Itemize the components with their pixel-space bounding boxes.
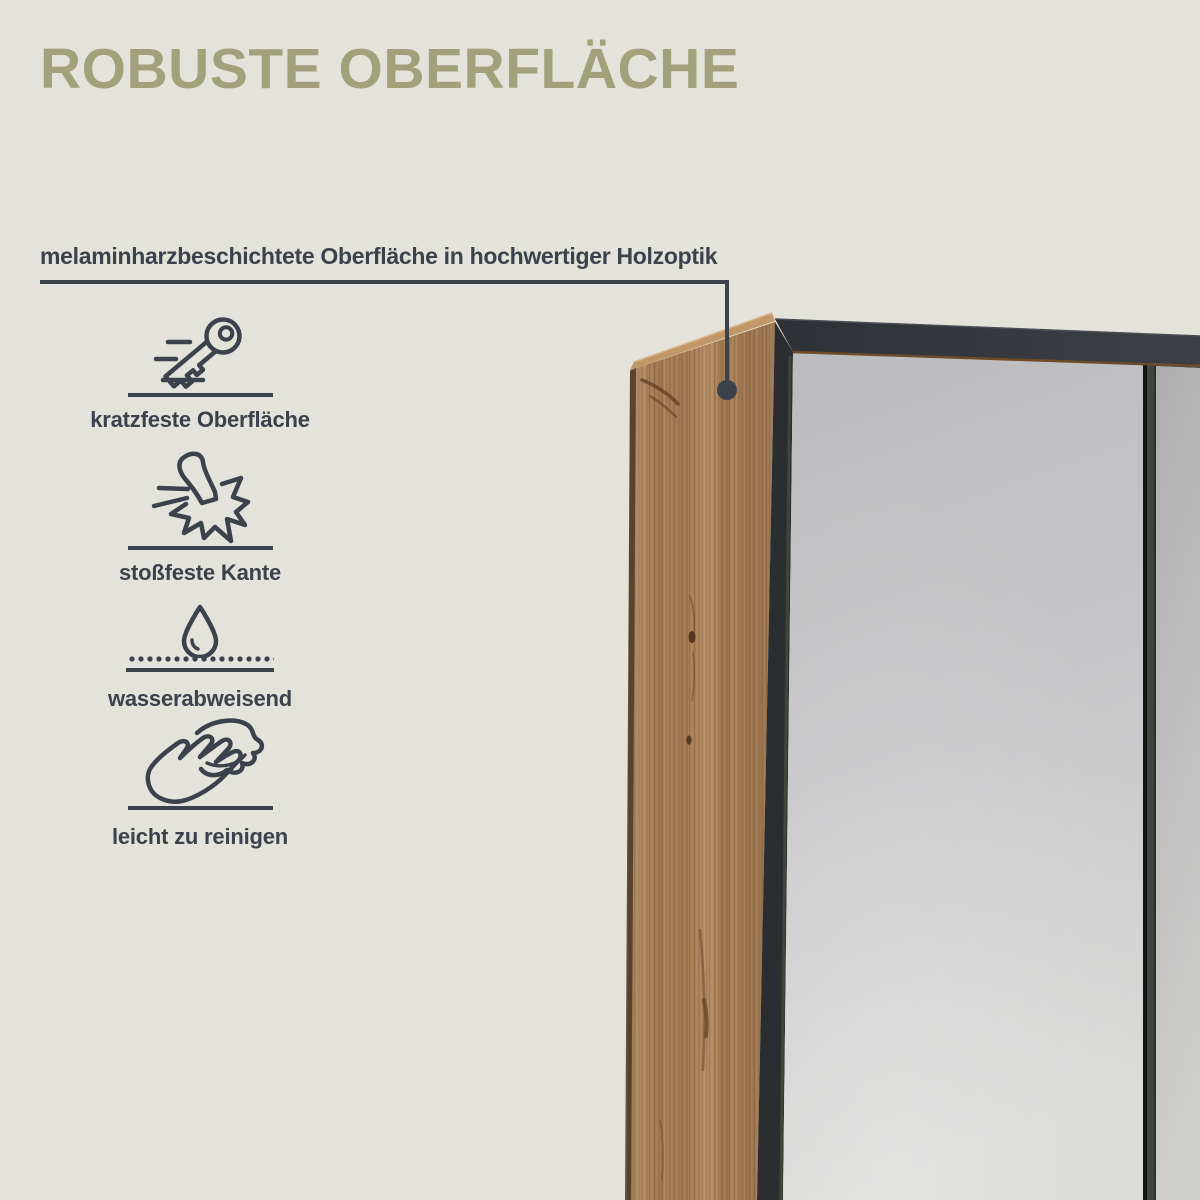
feature-divider [128,806,273,810]
mirror-door-left [783,353,1143,1200]
wiping-hand-icon [138,716,266,808]
callout-connector-line [725,280,729,392]
feature-divider [126,668,274,672]
feature-divider [128,546,273,550]
feature-label-scratchproof: kratzfeste Oberfläche [90,407,310,432]
feature-label-impactproof: stoßfeste Kante [118,560,282,585]
hammer-impact-icon [140,450,260,550]
feature-label-waterrepellent: wasserabweisend [107,686,293,711]
callout-connector-dot [717,380,737,400]
callout-underline [40,280,729,284]
feature-divider [128,393,273,397]
wood-side-panel [625,313,775,1200]
feature-label-easyclean: leicht zu reinigen [111,824,289,849]
water-beads-dotted-line [128,655,274,663]
mirror-door-right [1156,366,1200,1200]
flying-key-icon [148,310,248,390]
wardrobe-photo [600,300,1200,1200]
water-drop-icon [170,600,230,658]
callout-text: melaminharzbeschichtete Oberfläche in hochwertiger Holzoptik [40,243,718,269]
page-title: ROBUSTE OBERFLÄCHE [40,37,740,101]
door-divider [1143,365,1156,1200]
